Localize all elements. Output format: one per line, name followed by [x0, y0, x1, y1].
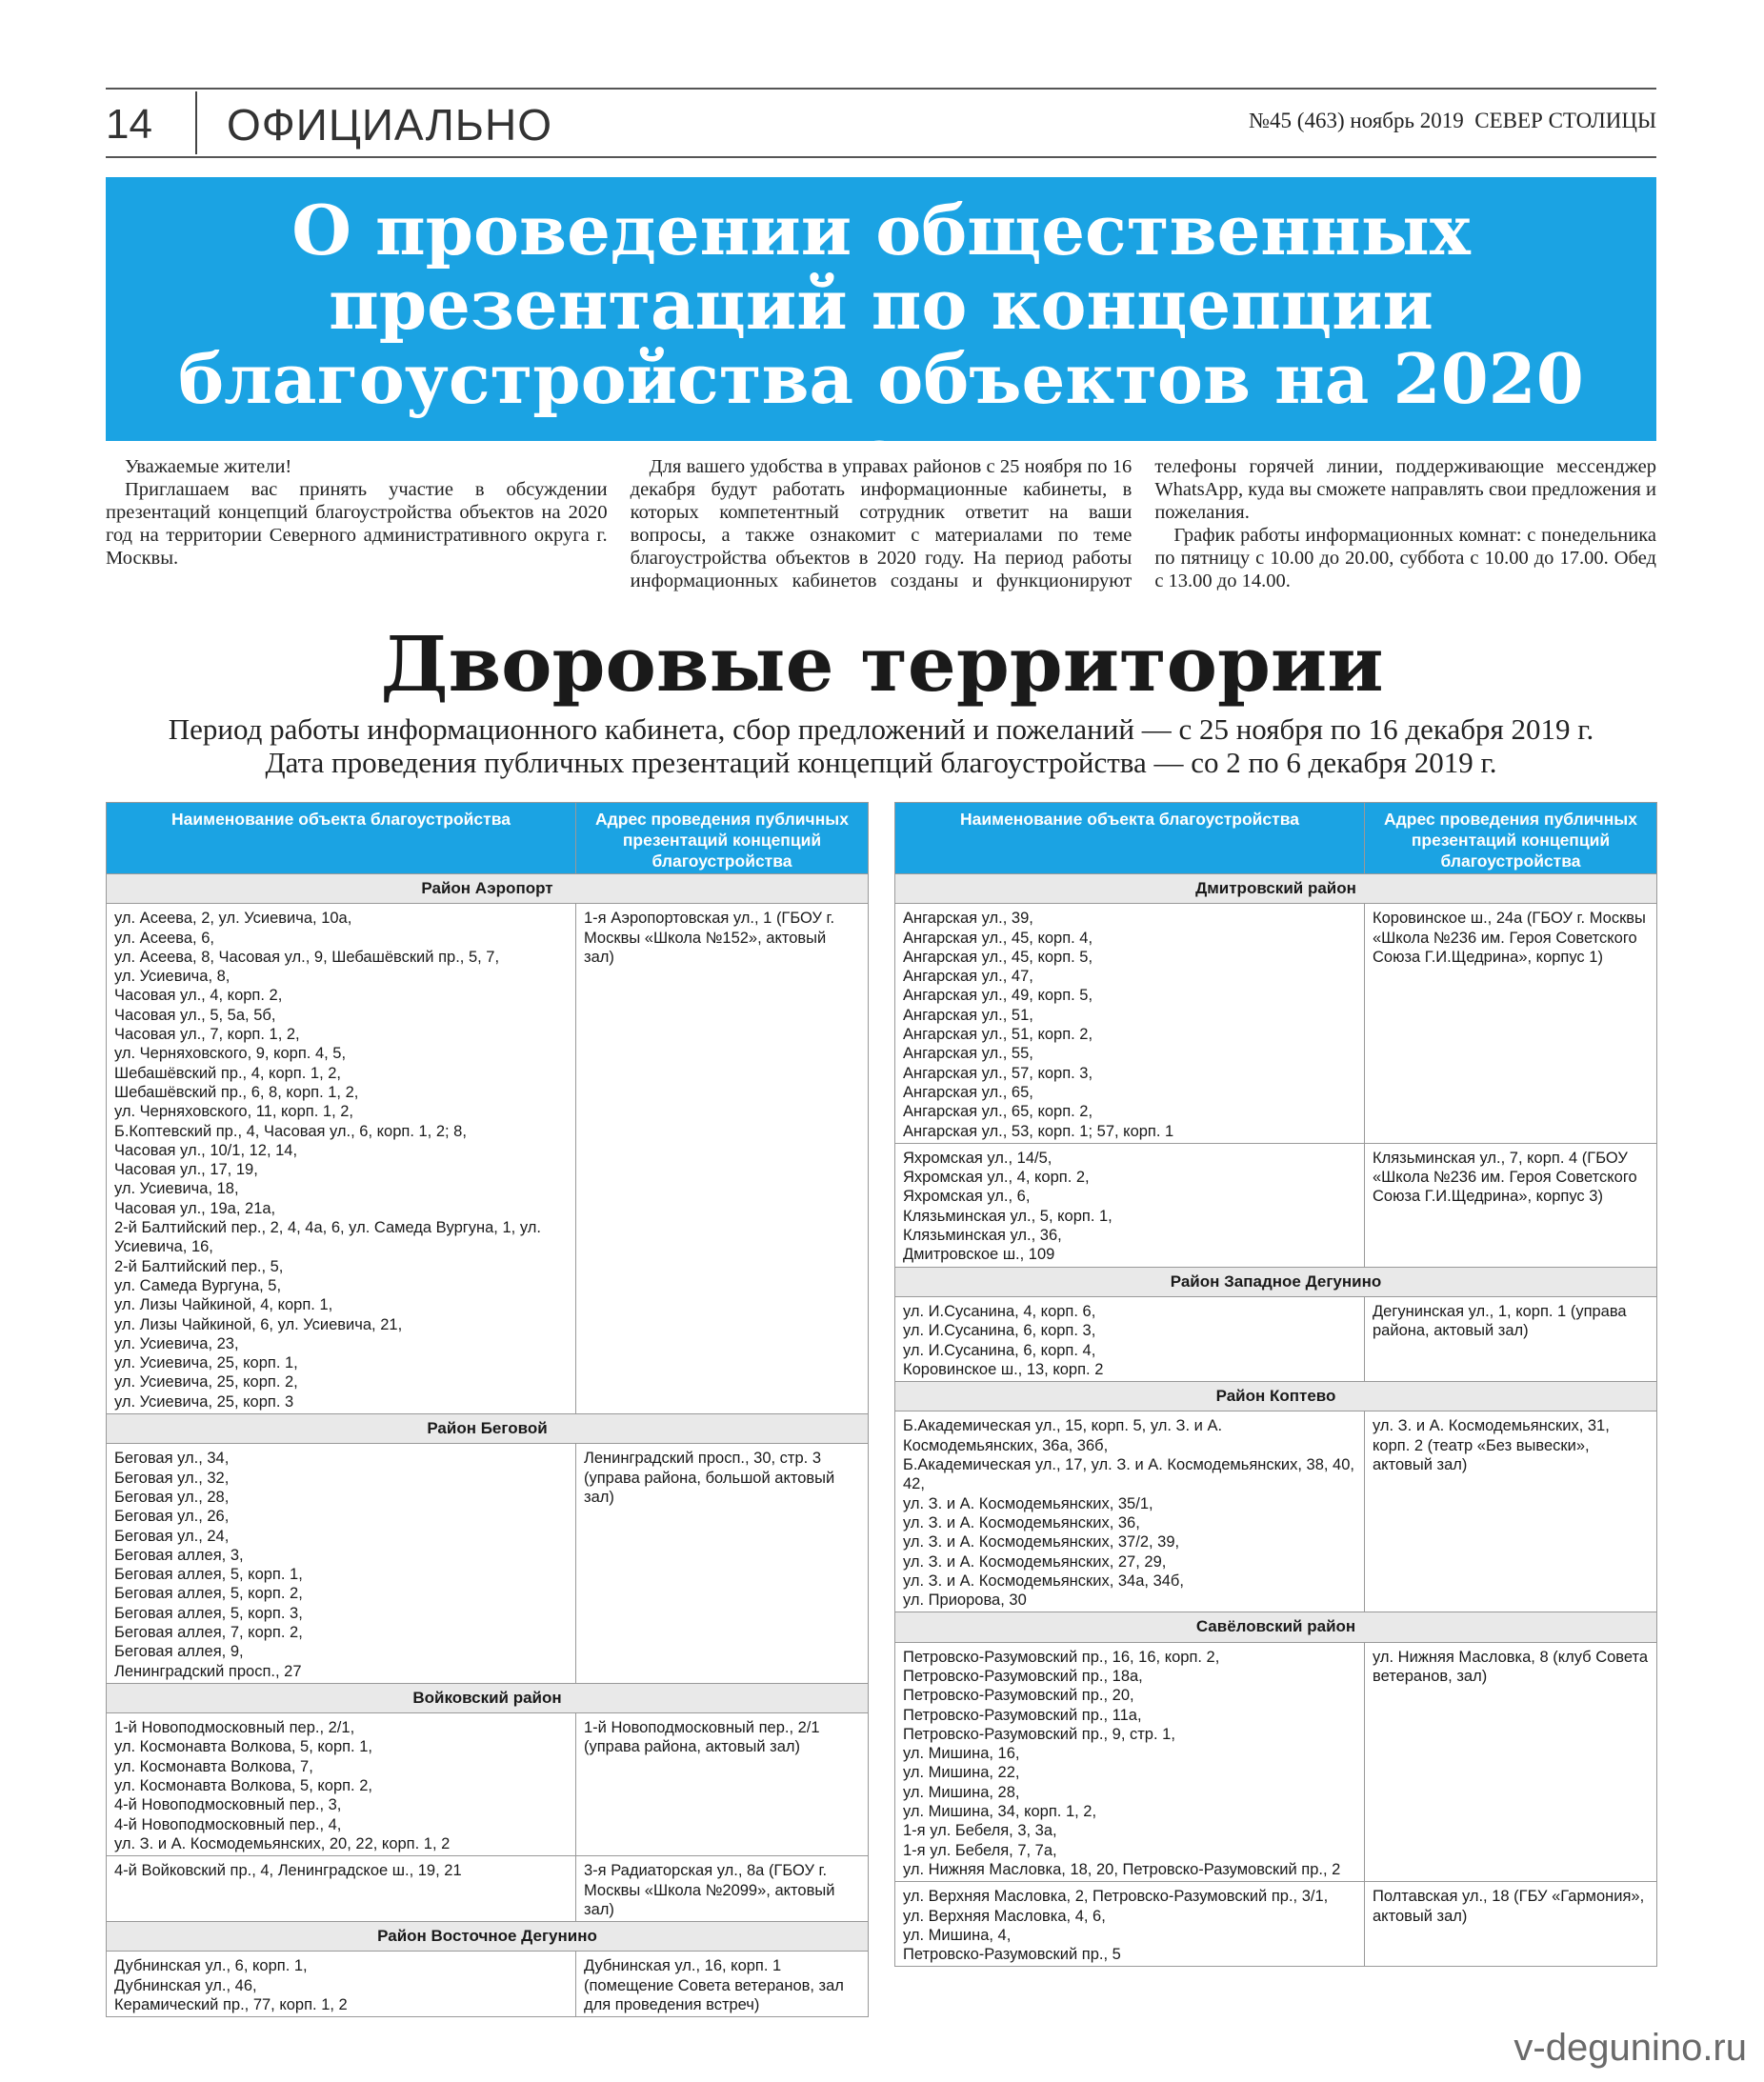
- table-row: [895, 1143, 1657, 1267]
- newspaper-name: СЕВЕР СТОЛИЦЫ: [1474, 109, 1656, 132]
- object-list: Б.Академическая ул., 15, корп. 5, ул. З. и А. Космодемьянских, 36а, 36б, Б.Академическая ул., 17, ул. З. и А. Космодемьянских, 38, 40, 42, ул. З. и А. Космодемьянских, 35/1, ул. З. и А. Космодемьянских, 36, ул. З. и А. Космодемьянских, 37/2, 39, ул. З. и А. Космодемьянских, 27, 29, ул. З. и А. Космодемьянских, 34а, 34б, ул. Приорова, 30: [895, 1411, 1365, 1612]
- section-subtitle: [106, 712, 1656, 779]
- headline-line: презентаций по концепции: [329, 264, 1433, 345]
- presentation-address: Ленинградский просп., 30, стр. 3 (управа района, большой актовый зал): [576, 1444, 869, 1684]
- object-list: Яхромская ул., 14/5, Яхромская ул., 4, корп. 2, Яхромская ул., 6, Клязьминская ул., 5, корп. 1, Клязьминская ул., 36, Дмитровское ш., 109: [895, 1143, 1365, 1267]
- issue-number: №45 (463) ноябрь 2019: [1249, 109, 1464, 132]
- district-row: [107, 1414, 869, 1444]
- table-row: [895, 904, 1657, 1144]
- table-row: [895, 1296, 1657, 1381]
- table-row: [895, 1411, 1657, 1612]
- table-row: [107, 1713, 869, 1856]
- watermark: v-degunino.ru: [1513, 2027, 1747, 2069]
- subtitle-line: Дата проведения публичных презентаций концепций благоустройства — со 2 по 6 декабря 2019 г.: [265, 746, 1497, 779]
- presentation-address: Дегунинская ул., 1, корп. 1 (управа района, актовый зал): [1365, 1296, 1657, 1381]
- header-bottom-rule: [106, 156, 1656, 158]
- intro-paragraph: Для вашего удобства в управах районов с 25 ноября по 16 декабря будут работать информационные кабинеты, в которых компетентный сотрудник ответит на ваши вопросы, а также ознакомит с материалами по теме благоустройства объектов в 2020 году. На период работы информационных кабинетов созданы и функционируют телефоны горячей линии, поддерживающие мессенджер WhatsApp, куда вы сможете направлять свои предложения и пожелания.: [630, 456, 1656, 591]
- issue-info: [1249, 109, 1656, 133]
- district-row: [895, 1382, 1657, 1411]
- header-top-rule: [106, 88, 1656, 90]
- headline-line: О проведении общественных: [291, 190, 1471, 270]
- header-divider: [195, 91, 197, 154]
- district-name: Савёловский район: [895, 1612, 1657, 1642]
- presentation-address: 1-я Аэропортовская ул., 1 (ГБОУ г. Москвы «Школа №152», актовый зал): [576, 904, 869, 1414]
- column-header-object: Наименование объекта благоустройства: [107, 803, 576, 874]
- district-row: [107, 1683, 869, 1712]
- subtitle-line: Период работы информационного кабинета, сбор предложений и пожеланий — с 25 ноября по 16 декабря 2019 г.: [168, 712, 1594, 746]
- column-header-object: Наименование объекта благоустройства: [895, 803, 1365, 874]
- presentation-address: Полтавская ул., 18 (ГБУ «Гармония», актовый зал): [1365, 1882, 1657, 1967]
- intro-paragraph: Приглашаем вас принять участие в обсуждении презентаций концепций благоустройства объектов на 2020 год на территории Северного административного округа г. Москвы.: [106, 479, 608, 569]
- table-row: [107, 1856, 869, 1922]
- table-row: [107, 1952, 869, 2017]
- object-list: 1-й Новоподмосковный пер., 2/1, ул. Космонавта Волкова, 5, корп. 1, ул. Космонавта Волкова, 7, ул. Космонавта Волкова, 5, корп. 2, 4-й Новоподмосковный пер., 3, 4-й Новоподмосковный пер., 4, ул. З. и А. Космодемьянских, 20, 22, корп. 1, 2: [107, 1713, 576, 1856]
- object-list: ул. Верхняя Масловка, 2, Петровско-Разумовский пр., 3/1, ул. Верхняя Масловка, 4, 6, ул. Мишина, 4, Петровско-Разумовский пр., 5: [895, 1882, 1365, 1967]
- table-header-row: [107, 803, 869, 874]
- intro-text: [106, 455, 1656, 596]
- presentation-address: ул. З. и А. Космодемьянских, 31, корп. 2 (театр «Без вывески», актовый зал): [1365, 1411, 1657, 1612]
- district-name: Район Коптево: [895, 1382, 1657, 1411]
- district-row: [107, 1922, 869, 1952]
- intro-paragraph: График работы информационных комнат: с понедельника по пятницу с 10.00 до 20.00, суббота с 10.00 до 17.00. Обед с 13.00 до 14.00.: [1154, 525, 1656, 591]
- object-list: Ангарская ул., 39, Ангарская ул., 45, корп. 4, Ангарская ул., 45, корп. 5, Ангарская ул., 47, Ангарская ул., 49, корп. 5, Ангарская ул., 51, Ангарская ул., 51, корп. 2, Ангарская ул., 55, Ангарская ул., 57, корп. 3, Ангарская ул., 65, Ангарская ул., 65, корп. 2, Ангарская ул., 53, корп. 1; 57, корп. 1: [895, 904, 1365, 1144]
- district-name: Войковский район: [107, 1683, 869, 1712]
- presentation-address: 3-я Радиаторская ул., 8а (ГБОУ г. Москвы «Школа №2099», актовый зал): [576, 1856, 869, 1922]
- district-name: Район Западное Дегунино: [895, 1267, 1657, 1296]
- table-row: [895, 1882, 1657, 1967]
- table-row: [107, 904, 869, 1414]
- presentation-address: ул. Нижняя Масловка, 8 (клуб Совета ветеранов, зал): [1365, 1642, 1657, 1882]
- objects-table-right: [894, 802, 1657, 1967]
- object-list: 4-й Войковский пр., 4, Ленинградское ш., 19, 21: [107, 1856, 576, 1922]
- object-list: ул. И.Сусанина, 4, корп. 6, ул. И.Сусанина, 6, корп. 3, ул. И.Сусанина, 6, корп. 4, Коровинское ш., 13, корп. 2: [895, 1296, 1365, 1381]
- intro-paragraph: Уважаемые жители!: [125, 456, 292, 477]
- page-number: 14: [106, 101, 152, 148]
- district-row: [107, 874, 869, 904]
- object-list: Беговая ул., 34, Беговая ул., 32, Беговая ул., 28, Беговая ул., 26, Беговая ул., 24, Беговая аллея, 3, Беговая аллея, 5, корп. 1, Беговая аллея, 5, корп. 2, Беговая аллея, 5, корп. 3, Беговая аллея, 7, корп. 2, Беговая аллея, 9, Ленинградский просп., 27: [107, 1444, 576, 1684]
- presentation-address: Дубнинская ул., 16, корп. 1 (помещение Совета ветеранов, зал для проведения встреч): [576, 1952, 869, 2017]
- headline-line: благоустройства объектов на 2020 год: [178, 338, 1584, 493]
- object-list: Петровско-Разумовский пр., 16, 16, корп. 2, Петровско-Разумовский пр., 18а, Петровско-Разумовский пр., 20, Петровско-Разумовский пр., 11а, Петровско-Разумовский пр., 9, стр. 1, ул. Мишина, 16, ул. Мишина, 22, ул. Мишина, 28, ул. Мишина, 34, корп. 1, 2, 1-я ул. Бебеля, 3, 3а, 1-я ул. Бебеля, 7, 7а, ул. Нижняя Масловка, 18, 20, Петровско-Разумовский пр., 2: [895, 1642, 1365, 1882]
- section-title: Дворовые территории: [380, 619, 1384, 709]
- table-header-row: [895, 803, 1657, 874]
- table-row: [107, 1444, 869, 1684]
- column-header-address: Адрес проведения публичных презентаций концепций благоустройства: [1365, 803, 1657, 874]
- district-row: [895, 1612, 1657, 1642]
- presentation-address: Коровинское ш., 24а (ГБОУ г. Москвы «Школа №236 им. Героя Советского Союза Г.И.Щедрина», корпус 1): [1365, 904, 1657, 1144]
- district-name: Дмитровский район: [895, 874, 1657, 904]
- column-header-address: Адрес проведения публичных презентаций концепций благоустройства: [576, 803, 869, 874]
- district-row: [895, 874, 1657, 904]
- district-name: Район Аэропорт: [107, 874, 869, 904]
- table-row: [895, 1642, 1657, 1882]
- district-name: Район Восточное Дегунино: [107, 1922, 869, 1952]
- presentation-address: 1-й Новоподмосковный пер., 2/1 (управа района, актовый зал): [576, 1713, 869, 1856]
- object-list: ул. Асеева, 2, ул. Усиевича, 10а, ул. Асеева, 6, ул. Асеева, 8, Часовая ул., 9, Шебашёвский пр., 5, 7, ул. Усиевича, 8, Часовая ул., 4, корп. 2, Часовая ул., 5, 5а, 5б, Часовая ул., 7, корп. 1, 2, ул. Черняховского, 9, корп. 4, 5, Шебашёвский пр., 4, корп. 1, 2, Шебашёвский пр., 6, 8, корп. 1, 2, ул. Черняховского, 11, корп. 1, 2, Б.Коптевский пр., 4, Часовая ул., 6, корп. 1, 2; 8, Часовая ул., 10/1, 12, 14, Часовая ул., 17, 19, ул. Усиевича, 18, Часовая ул., 19а, 21а, 2-й Балтийский пер., 2, 4, 4а, 6, ул. Самеда Вургуна, 1, ул. Усиевича, 16, 2-й Балтийский пер., 5, ул. Самеда Вургуна, 5, ул. Лизы Чайкиной, 4, корп. 1, ул. Лизы Чайкиной, 6, ул. Усиевича, 21, ул. Усиевича, 23, ул. Усиевича, 25, корп. 1, ул. Усиевича, 25, корп. 2, ул. Усиевича, 25, корп. 3: [107, 904, 576, 1414]
- district-row: [895, 1267, 1657, 1296]
- district-name: Район Беговой: [107, 1414, 869, 1444]
- presentation-address: Клязьминская ул., 7, корп. 4 (ГБОУ «Школа №236 им. Героя Советского Союза Г.И.Щедрина», корпус 3): [1365, 1143, 1657, 1267]
- objects-table-left: [106, 802, 869, 2017]
- section-name: ОФИЦИАЛЬНО: [227, 100, 552, 150]
- object-list: Дубнинская ул., 6, корп. 1, Дубнинская ул., 46, Керамический пр., 77, корп. 1, 2: [107, 1952, 576, 2017]
